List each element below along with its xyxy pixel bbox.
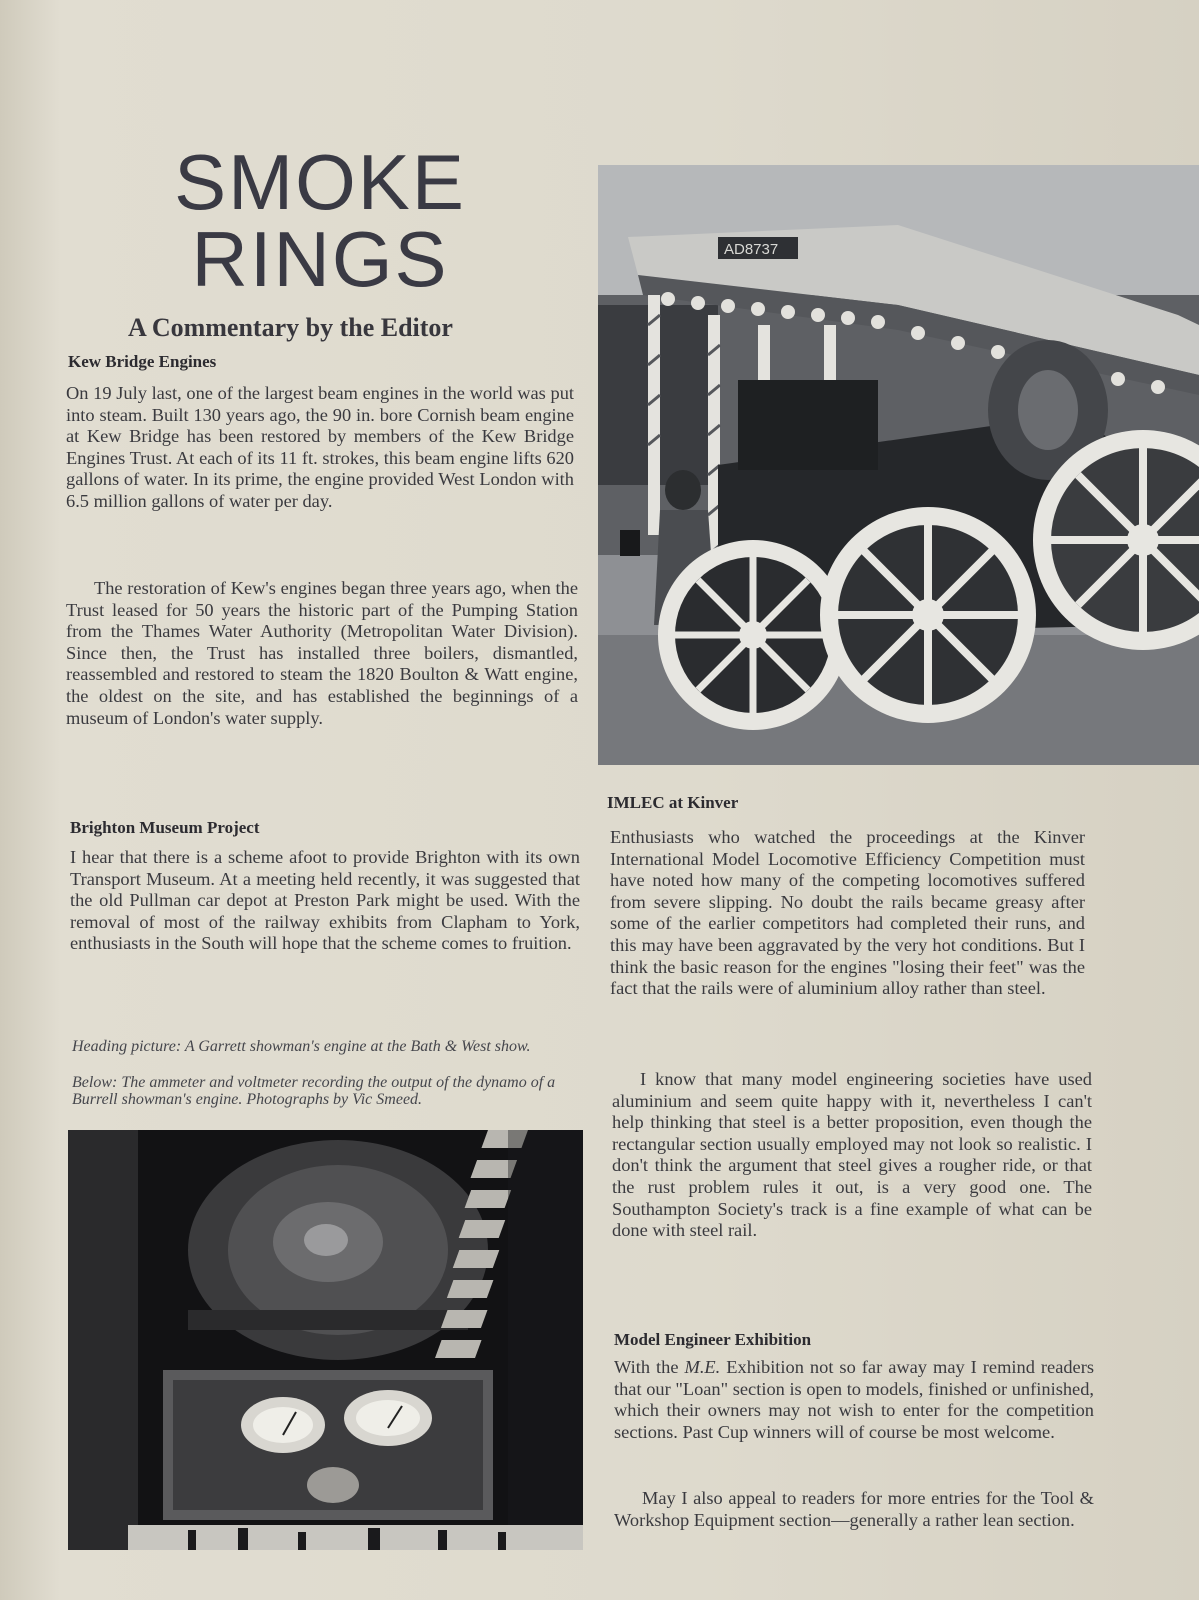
exhibition-text-post: Exhibition not so far away may I remind readers that our "Loan" section is open to models, finished or unfinished, which their owners may not wish to enter for the competition sections. Past Cup winners will of course be most welcome. [614, 1357, 1094, 1442]
section-heading-kew: Kew Bridge Engines [68, 352, 217, 371]
article-subtitle: A Commentary by the Editor [128, 313, 453, 342]
caption-heading-picture: Heading picture: A Garrett showman's engine at the Bath & West show. [72, 1038, 531, 1055]
paragraph-kew-1: On 19 July last, one of the largest beam engines in the world was put into steam. Built 130 years ago, the 90 in. bore Cornish beam engine at Kew Bridge has been restored by members of the Kew Bridge Engines Trust. At each of its 11 ft. strokes, this beam engine lifts 620 gallons of water. In its prime, the engine provided West London with 6.5 million gallons of water per day. [66, 383, 574, 511]
paragraph-brighton-1: I hear that there is a scheme afoot to provide Brighton with its own Transport Museum. At a meeting held recently, it was suggested that the old Pullman car depot at Preston Park might be used. With the removal of most of the railway exhibits from Clapham to York, enthusiasts in the South will hope that the scheme comes to fruition. [70, 847, 580, 954]
paragraph-exhibition-2: May I also appeal to readers for more entries for the Tool & Workshop Equipment section—generally a rather lean section. [614, 1488, 1094, 1530]
section-heading-imlec: IMLEC at Kinver [607, 793, 739, 812]
article-title-line-1: SMOKE [174, 138, 466, 226]
section-heading-brighton: Brighton Museum Project [70, 818, 260, 837]
article-title-line-2: RINGS [191, 215, 449, 303]
paragraph-exhibition-1 [614, 1357, 1094, 1443]
photo-ammeter-voltmeter [68, 1130, 583, 1550]
paragraph-imlec-2: I know that many model engineering societies have used aluminium and seem quite happy with it, nevertheless I can't help thinking that steel is a better proposition, even though the rectangular section usually employed may not look so realistic. I don't think the argument that steel gives a rougher ride, or that the rust problem rules it out, is a very good one. The Southampton Society's track is a fine example of what can be done with steel rail. [612, 1069, 1092, 1241]
paragraph-kew-2: The restoration of Kew's engines began three years ago, when the Trust leased for 50 years the historic part of the Pumping Station from the Thames Water Authority (Metropolitan Water Division). Since then, the Trust has installed three boilers, dismantled, reassembled and restored to steam the 1820 Boulton & Watt engine, the oldest on the site, and has established the beginnings of a museum of London's water supply. [66, 578, 578, 728]
photo-showmans-engine [598, 165, 1199, 765]
caption-below-picture: Below: The ammeter and voltmeter recording the output of the dynamo of a Burrell showman's engine. Photographs by Vic Smeed. [72, 1074, 556, 1108]
engine-number-plate: AD8737 [724, 241, 779, 258]
paragraph-imlec-1: Enthusiasts who watched the proceedings at the Kinver International Model Locomotive Efficiency Competition must have noted how many of the competing locomotives suffered from severe slipping. No doubt the rails became greasy after some of the earlier competitors had completed their runs, and this may have been aggravated by the very hot conditions. But I think the basic reason for the engines "losing their feet" was the fact that the rails were of aluminium alloy rather than steel. [610, 827, 1085, 999]
section-heading-exhibition: Model Engineer Exhibition [614, 1330, 812, 1349]
exhibition-me-abbrev: M.E. [684, 1357, 721, 1377]
exhibition-text-pre: With the [614, 1357, 685, 1377]
